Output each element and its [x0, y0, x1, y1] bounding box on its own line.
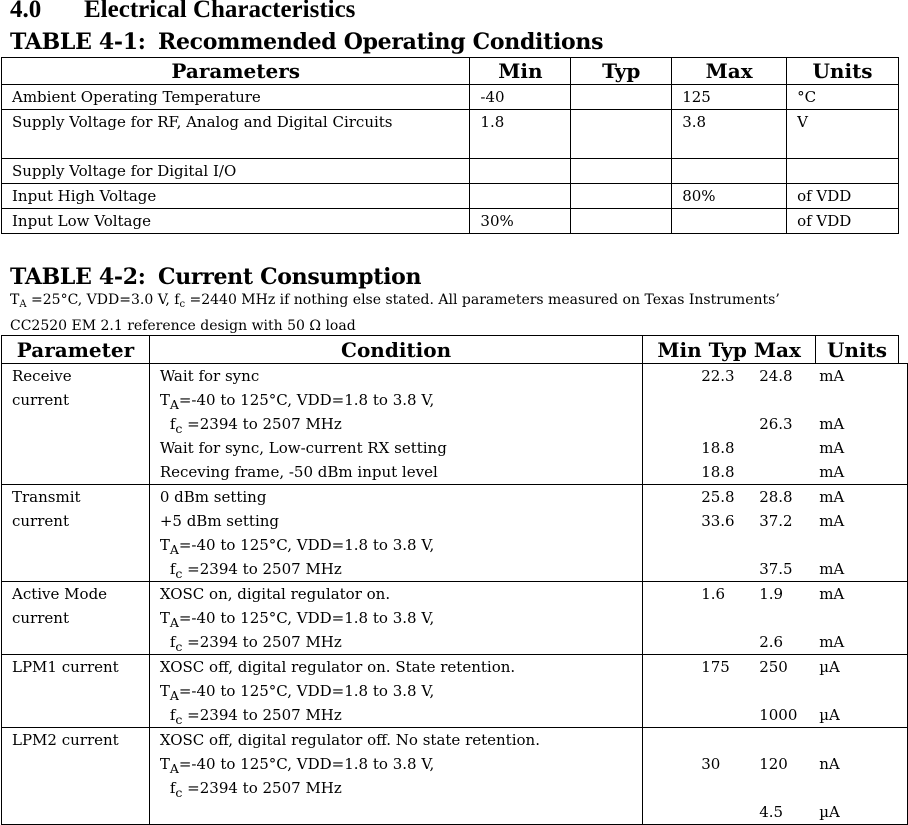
cell-max [672, 209, 787, 234]
value-typ [701, 703, 759, 727]
condition-line: $f_c =2394$ to 2507 MHz [169, 415, 342, 436]
section-title [10, 0, 355, 24]
value-max [759, 388, 819, 412]
value-max [759, 460, 819, 484]
value-typ [701, 679, 759, 703]
table2-title [10, 264, 421, 290]
value-units: mA [819, 585, 845, 603]
value-max: 120 [759, 755, 788, 773]
condition-line: +5 dBm setting [159, 512, 279, 530]
value-max: 250 [759, 658, 788, 676]
value-units [819, 728, 867, 752]
table1-title [10, 29, 603, 55]
cell-condition [149, 485, 642, 582]
header-units: Units [816, 336, 899, 364]
header-parameter: Parameter [2, 336, 150, 364]
condition-line: Wait for sync [159, 367, 260, 385]
value-line [643, 582, 907, 606]
condition-line: XOSC off, digital regulator on. State retention. [159, 658, 516, 676]
table-row [2, 85, 899, 110]
condition-line: XOSC off, digital regulator off. No state retention. [159, 731, 540, 749]
cell-parameter: Supply Voltage for RF, Analog and Digital Circuits [2, 110, 470, 159]
value-line [643, 728, 907, 752]
cell-parameter: Input High Voltage [2, 184, 470, 209]
cell-condition [149, 728, 642, 825]
condition-line [160, 800, 642, 824]
value-max: 1000 [759, 706, 798, 724]
value-typ [701, 533, 759, 557]
cell-units: °C [787, 85, 899, 110]
value-line [643, 606, 907, 630]
value-units: mA [819, 367, 845, 385]
cell-parameter [2, 485, 150, 582]
cell-min: -40 [470, 85, 571, 110]
cell-max: 80% [672, 184, 787, 209]
cell-units: of VDD [787, 209, 899, 234]
value-max [759, 679, 819, 703]
cell-typ [571, 209, 672, 234]
cell-min [470, 184, 571, 209]
table1-heading: Recommended Operating Conditions [158, 29, 604, 55]
header-min-typ-max: Min Typ Max [643, 336, 816, 364]
value-line [643, 388, 907, 412]
parameter-line: current [12, 512, 69, 530]
condition-line: Wait for sync, Low-current RX setting [159, 439, 447, 457]
condition-line: $T_A=-40$ to 125°C, VDD=1.8 to 3.8 V, [159, 536, 435, 557]
cell-condition [149, 364, 642, 485]
value-line [643, 800, 907, 824]
parameter-line: LPM2 current [12, 731, 119, 749]
value-typ [701, 630, 759, 654]
header-condition: Condition [149, 336, 642, 364]
cell-units: of VDD [787, 184, 899, 209]
recommended-operating-conditions-table [1, 57, 899, 234]
cell-min: 1.8 [470, 110, 571, 159]
table-row [2, 728, 908, 825]
value-units [819, 679, 867, 703]
parameter-line: current [12, 609, 69, 627]
cell-units [787, 159, 899, 184]
value-max: 4.5 [759, 803, 784, 821]
header-min: Min [470, 58, 571, 85]
table2-header-row [2, 336, 899, 364]
value-typ [701, 776, 759, 800]
value-typ: 1.6 [701, 585, 726, 603]
value-max: 28.8 [759, 488, 793, 506]
value-typ [701, 557, 759, 581]
value-units [819, 388, 867, 412]
value-typ: 33.6 [701, 512, 735, 530]
value-units: mA [819, 512, 845, 530]
value-typ [701, 606, 759, 630]
value-typ: 18.8 [701, 463, 735, 481]
cell-parameter: Ambient Operating Temperature [2, 85, 470, 110]
value-units: mA [819, 463, 845, 481]
cell-typ [571, 184, 672, 209]
condition-line: $f_c =2394$ to 2507 MHz [169, 633, 342, 654]
condition-line: $f_c =2394$ to 2507 MHz [169, 560, 342, 581]
value-units: µA [819, 658, 840, 676]
value-max: 1.9 [759, 585, 784, 603]
cell-values [643, 485, 908, 582]
value-max: 24.8 [759, 367, 793, 385]
value-typ: 175 [701, 658, 730, 676]
value-line [643, 460, 907, 484]
value-max: 26.3 [759, 415, 793, 433]
table1-label: TABLE 4-1: [10, 29, 146, 55]
cell-parameter [2, 655, 150, 728]
value-max [759, 606, 819, 630]
header-units: Units [787, 58, 899, 85]
table-row [2, 110, 899, 159]
table-row [2, 159, 899, 184]
parameter-line: Active Mode [12, 585, 108, 603]
value-typ: 25.8 [701, 488, 735, 506]
value-typ: 22.3 [701, 367, 735, 385]
value-units: mA [819, 415, 845, 433]
value-units [819, 533, 867, 557]
parameter-line: LPM1 current [12, 658, 119, 676]
table2-note-line2: CC2520 EM 2.1 reference design with 50 Ω load [10, 318, 356, 334]
value-max: 37.5 [759, 560, 793, 578]
cell-typ [571, 159, 672, 184]
header-max: Max [672, 58, 787, 85]
value-line [643, 776, 907, 800]
table-row [2, 582, 908, 655]
cell-values [643, 364, 908, 485]
value-max: 2.6 [759, 633, 784, 651]
cell-condition [149, 582, 642, 655]
value-typ [701, 412, 759, 436]
table2-label: TABLE 4-2: [10, 264, 146, 290]
condition-line: $f_c =2394$ to 2507 MHz [169, 706, 342, 727]
value-units [819, 776, 867, 800]
value-line [643, 436, 907, 460]
parameter-line: Receive [12, 367, 72, 385]
table-row [2, 655, 908, 728]
condition-line: $T_A=-40$ to 125°C, VDD=1.8 to 3.8 V, [159, 755, 435, 776]
table-row [2, 485, 908, 582]
cell-parameter [2, 728, 150, 825]
header-parameters: Parameters [2, 58, 470, 85]
cell-condition [149, 655, 642, 728]
value-max: 37.2 [759, 512, 793, 530]
cell-parameter: Supply Voltage for Digital I/O [2, 159, 470, 184]
cell-max [672, 159, 787, 184]
value-typ [701, 800, 759, 824]
value-units: mA [819, 488, 845, 506]
cell-min: 30% [470, 209, 571, 234]
condition-line: Receving frame, -50 dBm input level [159, 463, 438, 481]
value-line [643, 655, 907, 679]
value-max [759, 728, 819, 752]
cell-parameter [2, 364, 150, 485]
value-typ: 18.8 [701, 439, 735, 457]
condition-line: $f_c =2394$ to 2507 MHz [169, 779, 342, 800]
value-line [643, 509, 907, 533]
value-line [643, 412, 907, 436]
value-units: nA [819, 755, 840, 773]
parameter-line: Transmit [12, 488, 81, 506]
value-line [643, 679, 907, 703]
value-line [643, 533, 907, 557]
value-line [643, 703, 907, 727]
value-max [759, 436, 819, 460]
value-line [643, 485, 907, 509]
value-typ: 30 [701, 755, 721, 773]
value-units: mA [819, 560, 845, 578]
table-row [2, 209, 899, 234]
parameter-line: current [12, 391, 69, 409]
cell-typ [571, 85, 672, 110]
value-max [759, 776, 819, 800]
cell-parameter [2, 582, 150, 655]
header-typ: Typ [571, 58, 672, 85]
section-number: 4.0 [10, 0, 42, 23]
current-consumption-header [1, 335, 899, 364]
value-units [819, 606, 867, 630]
cell-parameter: Input Low Voltage [2, 209, 470, 234]
cell-units: V [787, 110, 899, 159]
value-line [643, 557, 907, 581]
cell-values [643, 728, 908, 825]
value-line [643, 364, 907, 388]
cell-values [643, 655, 908, 728]
current-consumption-table [1, 363, 908, 825]
table2-heading: Current Consumption [158, 264, 422, 290]
section-heading: Electrical Characteristics [84, 0, 356, 23]
value-typ [701, 728, 759, 752]
value-typ [701, 388, 759, 412]
value-max [759, 533, 819, 557]
value-units: mA [819, 439, 845, 457]
value-line [643, 630, 907, 654]
condition-line: $T_A=-40$ to 125°C, VDD=1.8 to 3.8 V, [159, 609, 435, 630]
table1-header-row [2, 58, 899, 85]
table-row [2, 364, 908, 485]
cell-values [643, 582, 908, 655]
condition-line: $T_A=-40$ to 125°C, VDD=1.8 to 3.8 V, [159, 391, 435, 412]
condition-line: $T_A=-40$ to 125°C, VDD=1.8 to 3.8 V, [159, 682, 435, 703]
table2-note: $T_A =25^\circ C$, VDD=3.0 V, $f_c =2440$ MHz if nothing else stated. All parameters measured on Texas Instruments’ CC2520 EM 2.1 reference design with 50 Ω load [10, 288, 780, 338]
condition-line: XOSC on, digital regulator on. [159, 585, 391, 603]
cell-max: 3.8 [672, 110, 787, 159]
cell-min [470, 159, 571, 184]
value-units: µA [819, 803, 840, 821]
value-line [643, 752, 907, 776]
condition-line: 0 dBm setting [159, 488, 267, 506]
cell-max: 125 [672, 85, 787, 110]
value-units: mA [819, 633, 845, 651]
cell-typ [571, 110, 672, 159]
table-row [2, 184, 899, 209]
value-units: µA [819, 706, 840, 724]
